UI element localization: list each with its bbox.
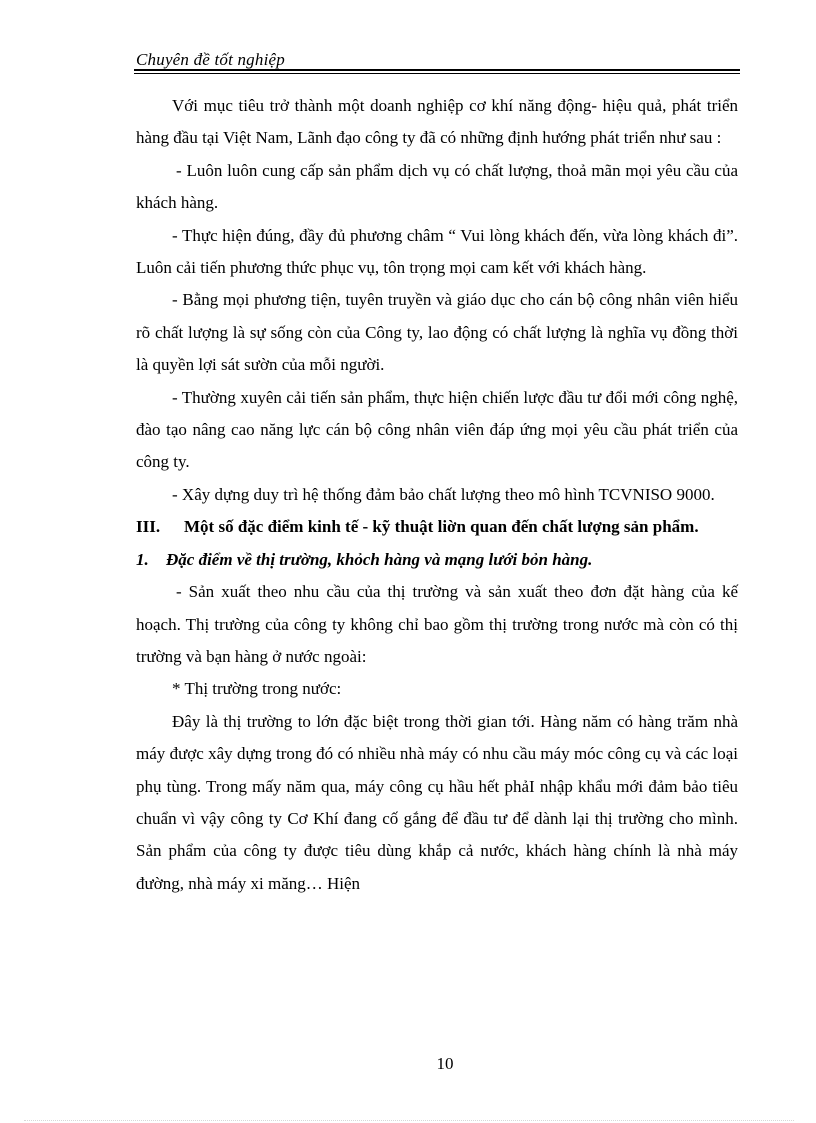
subsection-heading — [136, 544, 738, 576]
paragraph-bullet-iso: - Xây dựng duy trì hệ thống đảm bảo chất lượng theo mô hình TCVNISO 9000. — [172, 484, 715, 504]
paragraph-bullet-innovation: - Thường xuyên cải tiến sản phẩm, thực hiện chiến lược đầu tư đổi mới công nghệ, đào tạo nâng cao năng lực cán bộ công nhân viên đáp ứng mọi yêu cầu phát triển của công ty. — [136, 387, 738, 472]
paragraph-bullet-education: - Bằng mọi phương tiện, tuyên truyền và giáo dục cho cán bộ công nhân viên hiểu rõ chất lượng là sự sống còn của Công ty, lao động có chất lượng là nghĩa vụ đồng thời là quyền lợi sát sườn của mỗi người. — [136, 290, 738, 375]
subsection-title: Đặc điểm về thị trường, khỏch hàng và mạng lưới bỏn hàng. — [166, 549, 593, 569]
section-number: III. — [136, 517, 161, 537]
header-rule-secondary — [134, 73, 740, 74]
page-body — [136, 90, 738, 900]
paragraph-intro: Với mục tiêu trở thành một doanh nghiệp cơ khí năng động- hiệu quả, phát triển hàng đầu tại Việt Nam, Lãnh đạo công ty đã có những định hướng phát triển như sau : — [136, 96, 738, 148]
section-heading — [136, 511, 738, 543]
page-bottom-border — [24, 1120, 794, 1121]
paragraph-domestic-label: * Thị trường trong nước: — [172, 679, 342, 699]
paragraph-production: - Sản xuất theo nhu cầu của thị trường và sản xuất theo đơn đặt hàng của kế hoạch. Thị trường của công ty không chỉ bao gồm thị trường trong nước mà còn có thị trường và bạn hàng ở nước ngoài: — [136, 582, 738, 666]
header-rule — [134, 69, 740, 71]
page-number: 10 — [436, 1054, 454, 1073]
header-title: Chuyên đề tốt nghiệp — [136, 50, 285, 69]
paragraph-domestic-market: Đây là thị trường to lớn đặc biệt trong thời gian tới. Hàng năm có hàng trăm nhà máy được xây dựng trong đó có nhiều nhà máy có nhu cầu máy móc công cụ và các loại phụ tùng. Trong mấy năm qua, máy công cụ hầu hết phảI nhập khẩu mới đảm bảo tiêu chuẩn vì vậy công ty Cơ Khí đang cố gắng để đầu tư để dành lại thị trường cho mình. Sản phẩm của công ty được tiêu dùng khắp cả nước, khách hàng chính là nhà máy đường, nhà máy xi măng… Hiện — [136, 711, 738, 893]
section-title: Một số đặc điểm kinh tế - kỹ thuật liờn quan đến chất lượng sản phẩm. — [184, 517, 699, 537]
subsection-number: 1. — [136, 549, 149, 569]
paragraph-bullet-motto: - Thực hiện đúng, đầy đủ phương châm “ Vui lòng khách đến, vừa lòng khách đi”. Luôn cải tiến phương thức phục vụ, tôn trọng mọi cam kết với khách hàng. — [136, 225, 738, 278]
paragraph-bullet-quality: - Luôn luôn cung cấp sản phẩm dịch vụ có chất lượng, thoả mãn mọi yêu cầu của khách hàng. — [136, 160, 738, 213]
